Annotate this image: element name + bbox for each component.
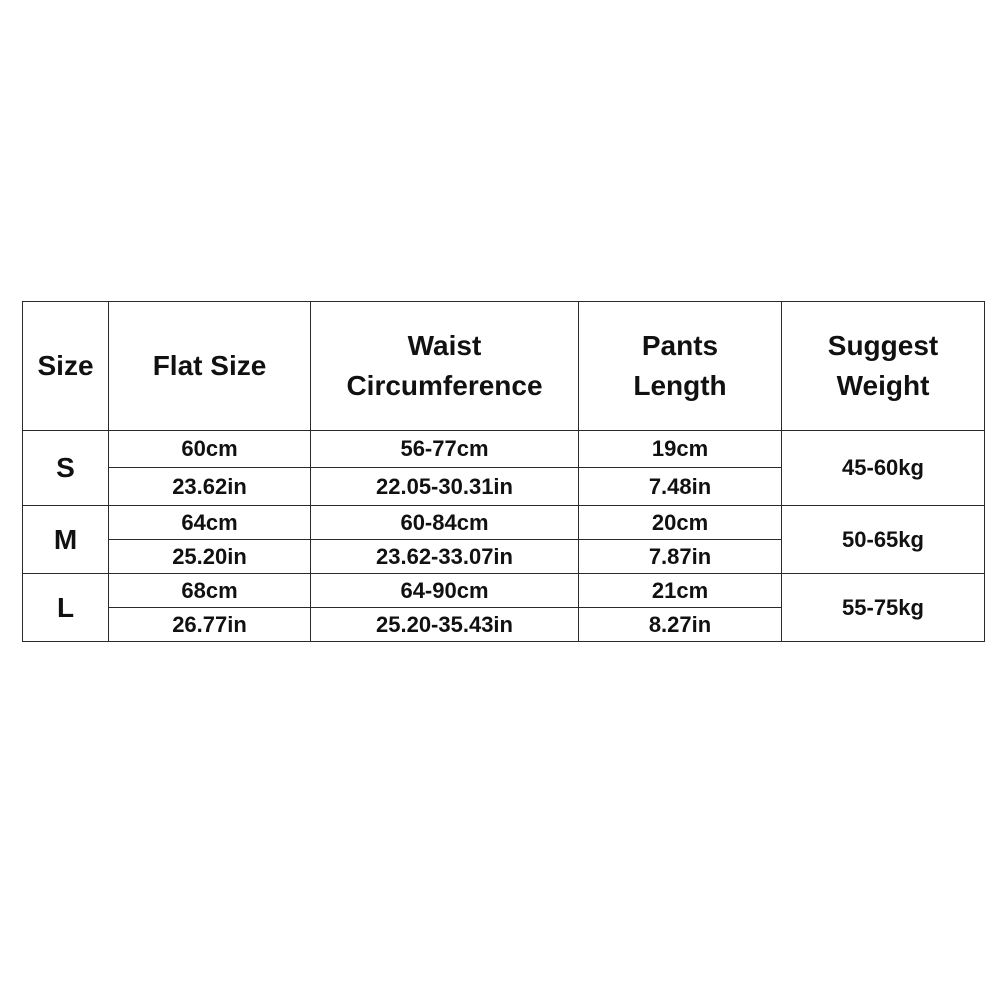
flat-cm-cell: 64cm [109, 506, 311, 540]
weight-cell: 50-65kg [782, 506, 985, 574]
size-cell: S [23, 431, 109, 506]
header-suggest-weight [782, 302, 985, 431]
header-waist [311, 302, 579, 431]
header-pants-line2: Length [633, 370, 727, 401]
waist-cm-cell: 56-77cm [311, 431, 579, 468]
header-waist-line1: Waist [407, 330, 482, 361]
size-cell: L [23, 574, 109, 642]
length-in-cell: 7.87in [579, 540, 782, 574]
flat-in-cell: 26.77in [109, 608, 311, 642]
size-chart-table [22, 301, 985, 642]
header-weight-line2: Weight [836, 370, 930, 401]
length-cm-cell: 21cm [579, 574, 782, 608]
header-size [23, 302, 109, 431]
size-cell: M [23, 506, 109, 574]
length-cm-cell: 20cm [579, 506, 782, 540]
waist-in-cell: 22.05-30.31in [311, 468, 579, 506]
table-row [23, 574, 985, 608]
waist-cm-cell: 64-90cm [311, 574, 579, 608]
length-in-cell: 8.27in [579, 608, 782, 642]
length-in-cell: 7.48in [579, 468, 782, 506]
flat-in-cell: 25.20in [109, 540, 311, 574]
header-pants-line1: Pants [641, 330, 719, 361]
table-row [23, 431, 985, 468]
waist-in-cell: 25.20-35.43in [311, 608, 579, 642]
header-flat-size-label: Flat Size [152, 350, 267, 381]
weight-cell: 55-75kg [782, 574, 985, 642]
flat-cm-cell: 68cm [109, 574, 311, 608]
header-row [23, 302, 985, 431]
waist-in-cell: 23.62-33.07in [311, 540, 579, 574]
flat-in-cell: 23.62in [109, 468, 311, 506]
table-row [23, 506, 985, 540]
header-pants-length [579, 302, 782, 431]
flat-cm-cell: 60cm [109, 431, 311, 468]
weight-cell: 45-60kg [782, 431, 985, 506]
header-size-label: Size [37, 350, 94, 381]
header-flat-size [109, 302, 311, 431]
header-weight-line1: Suggest [827, 330, 939, 361]
waist-cm-cell: 60-84cm [311, 506, 579, 540]
header-waist-line2: Circumference [346, 370, 543, 401]
length-cm-cell: 19cm [579, 431, 782, 468]
